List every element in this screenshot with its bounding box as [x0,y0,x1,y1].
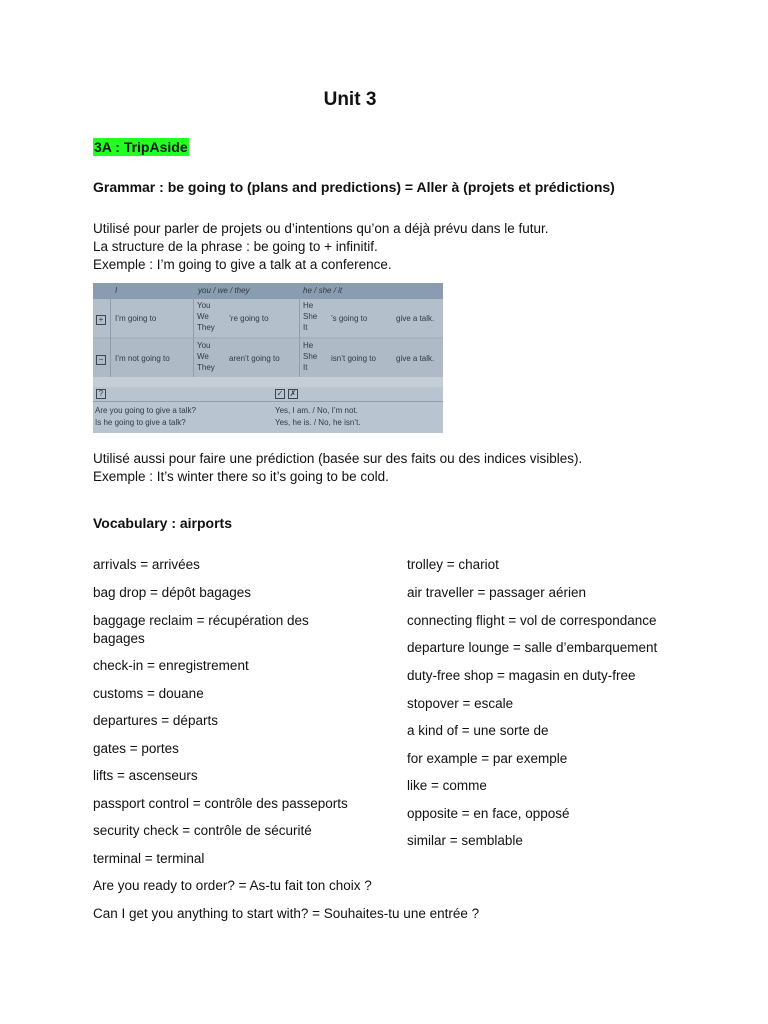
table-header: he / she / it [303,286,343,295]
vocab-item: baggage reclaim = récupération des bagages [93,613,309,646]
intro-line: La structure de la phrase : be going to + infinitif. [93,239,378,254]
table-cell: Is he going to give a talk? [95,418,186,427]
intro-paragraph [93,220,549,274]
vocab-item: for example = par exemple [407,751,568,766]
minus-icon: − [96,355,106,365]
table-cell: ’re going to [229,314,269,323]
vocab-item: departures = départs [93,713,218,728]
vocab-item: Are you ready to order? = As-tu fait ton choix ? [93,878,372,893]
table-cell: isn’t going to [331,354,376,363]
table-header-row [93,283,443,299]
vocab-item: arrivals = arrivées [93,557,200,572]
prediction-line: Exemple : It’s winter there so it’s going to be cold. [93,469,389,484]
table-cell: They [197,323,215,332]
vocab-item: terminal = terminal [93,851,205,866]
grammar-table-image [93,283,443,433]
vocab-item: air traveller = passager aérien [407,585,586,600]
prediction-paragraph [93,450,582,486]
vocab-item: like = comme [407,778,487,793]
table-cell: Yes, he is. / No, he isn’t. [275,418,361,427]
table-cell: I’m not going to [115,354,170,363]
vocab-item: duty-free shop = magasin en duty-free [407,668,636,683]
question-row [93,387,443,433]
vocab-item: trolley = chariot [407,557,499,572]
vocab-item: stopover = escale [407,696,514,711]
vocab-item: security check = contrôle de sécurité [93,823,312,838]
vocab-item: a kind of = une sorte de [407,723,549,738]
cross-icon: ✗ [289,389,297,398]
grammar-heading: Grammar : be going to (plans and predictions) = Aller à (projets et prédictions) [93,179,615,195]
intro-line: Exemple : I’m going to give a talk at a conference. [93,257,392,272]
table-gap [93,377,443,387]
vocab-item: Can I get you anything to start with? = Souhaites-tu une entrée ? [93,906,480,921]
page-title: Unit 3 [323,89,377,110]
table-cell: It [303,323,308,332]
table-cell: We [197,312,209,321]
divider [110,283,111,377]
table-cell: We [197,352,209,361]
table-cell: I’m going to [115,314,157,323]
vocab-item: check-in = enregistrement [93,658,249,673]
table-cell: give a talk. [396,354,435,363]
table-cell: She [303,312,318,321]
table-cell: She [303,352,318,361]
prediction-line: Utilisé aussi pour faire une prédiction (basée sur des faits ou des indices visibles). [93,451,583,466]
table-header: you / we / they [198,286,250,295]
divider [193,283,194,377]
table-cell: You [197,341,211,350]
table-row [93,299,443,337]
divider [93,401,443,402]
divider [299,283,300,377]
table-header: I [115,286,118,295]
plus-icon: + [96,315,106,325]
check-icon: ✓ [276,389,284,398]
vocab-item: passport control = contrôle des passeports [93,796,348,811]
vocab-item: gates = portes [93,741,179,756]
table-cell: He [303,341,314,350]
table-cell: They [197,363,215,372]
table-cell: Yes, I am. / No, I’m not. [275,406,358,415]
table-row [93,339,443,377]
vocab-item: bag drop = dépôt bagages [93,585,252,600]
vocab-item: lifts = ascenseurs [93,768,198,783]
vocab-item: similar = semblable [407,833,523,848]
vocab-heading: Vocabulary : airports [93,515,233,531]
intro-line: Utilisé pour parler de projets ou d’intentions qu’on a déjà prévu dans le futur. [93,221,549,236]
vocab-item: connecting flight = vol de correspondance [407,613,657,628]
table-cell: give a talk. [396,314,435,323]
vocab-item: opposite = en face, opposé [407,806,570,821]
table-cell: Are you going to give a talk? [95,406,196,415]
vocab-item: departure lounge = salle d’embarquement [407,640,658,655]
table-cell: You [197,301,211,310]
table-cell: It [303,363,308,372]
table-cell: He [303,301,314,310]
vocab-item: customs = douane [93,686,204,701]
question-icon: ? [96,389,106,399]
table-cell: aren’t going to [229,354,280,363]
table-cell: ’s going to [331,314,368,323]
section-label: 3A : TripAside [94,139,188,155]
